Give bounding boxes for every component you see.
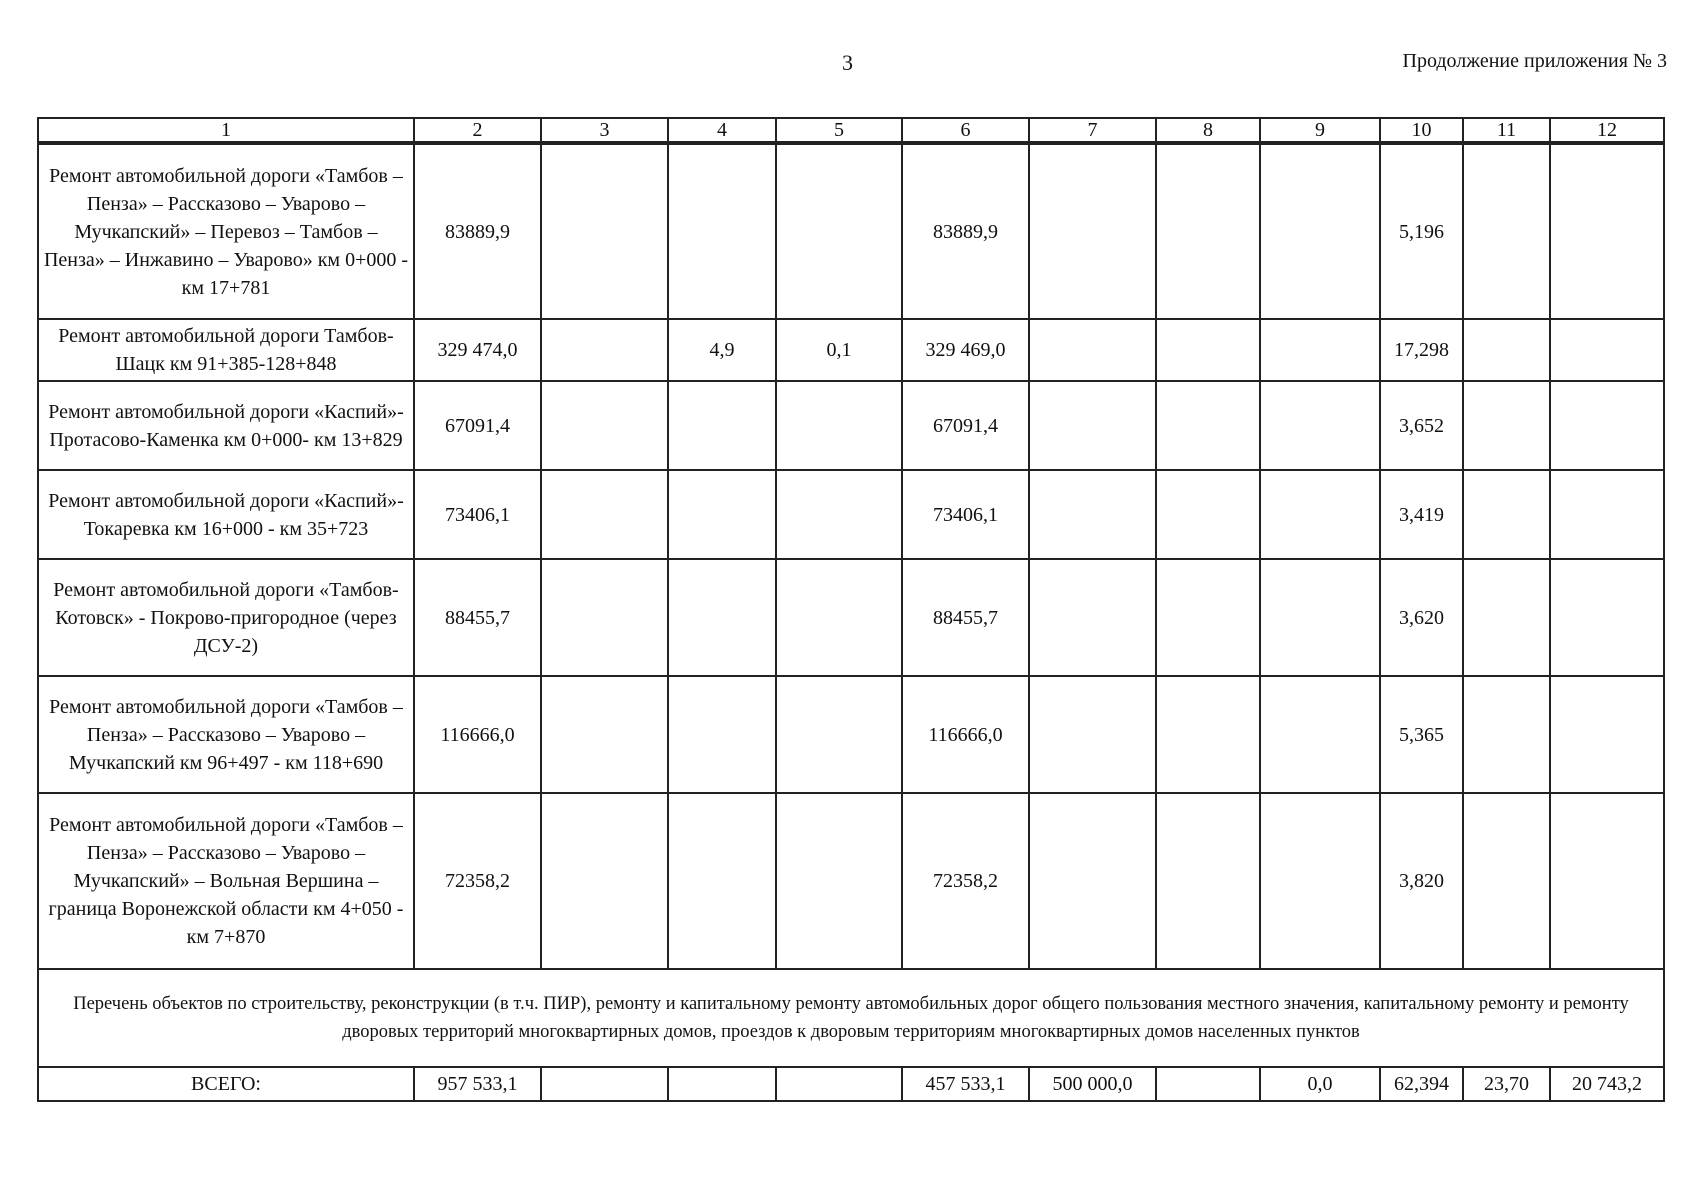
cell (1550, 676, 1664, 793)
cell (541, 470, 668, 559)
cell (1156, 470, 1260, 559)
cell (1550, 319, 1664, 381)
cell: 3,620 (1380, 559, 1463, 676)
cell (1029, 381, 1156, 470)
object-name: Ремонт автомобильной дороги «Тамбов – Пенза» – Рассказово – Уварово – Мучкапский» – Вольная Вершина – граница Воронежской области км 4+050 - км 7+870 (38, 793, 414, 969)
object-name: Ремонт автомобильной дороги «Тамбов – Пенза» – Рассказово – Уварово – Мучкапский» – Перевоз – Тамбов – Пенза» – Инжавино – Уварово» км 0+000 - км 17+781 (38, 143, 414, 319)
column-header: 10 (1380, 118, 1463, 143)
cell: 88455,7 (414, 559, 541, 676)
total-cell (541, 1067, 668, 1101)
cell (1029, 319, 1156, 381)
table-row (38, 381, 1664, 470)
cell: 5,196 (1380, 143, 1463, 319)
cell: 73406,1 (414, 470, 541, 559)
total-cell (1156, 1067, 1260, 1101)
object-name: Ремонт автомобильной дороги «Тамбов – Пенза» – Рассказово – Уварово – Мучкапский км 96+497 - км 118+690 (38, 676, 414, 793)
column-header: 11 (1463, 118, 1550, 143)
continuation-label: Продолжение приложения № 3 (1402, 50, 1667, 72)
cell (541, 676, 668, 793)
total-cell: 500 000,0 (1029, 1067, 1156, 1101)
total-row (38, 1067, 1664, 1101)
cell (668, 793, 776, 969)
cell (541, 143, 668, 319)
total-cell: 457 533,1 (902, 1067, 1029, 1101)
cell (1463, 319, 1550, 381)
cell: 3,820 (1380, 793, 1463, 969)
table-row (38, 470, 1664, 559)
cell (776, 143, 902, 319)
column-header: 9 (1260, 118, 1380, 143)
cell (1029, 676, 1156, 793)
cell (668, 559, 776, 676)
cell: 116666,0 (902, 676, 1029, 793)
total-cell (668, 1067, 776, 1101)
page-number: 3 (842, 50, 853, 75)
cell: 73406,1 (902, 470, 1029, 559)
cell: 116666,0 (414, 676, 541, 793)
column-header: 8 (1156, 118, 1260, 143)
cell: 72358,2 (902, 793, 1029, 969)
cell: 4,9 (668, 319, 776, 381)
cell (1156, 793, 1260, 969)
section-row (38, 969, 1664, 1067)
cell (1550, 381, 1664, 470)
cell (776, 381, 902, 470)
object-name: Ремонт автомобильной дороги Тамбов-Шацк км 91+385-128+848 (38, 319, 414, 381)
column-header: 3 (541, 118, 668, 143)
cell (668, 143, 776, 319)
cell (1550, 793, 1664, 969)
cell (1156, 676, 1260, 793)
cell (1463, 676, 1550, 793)
cell: 83889,9 (414, 143, 541, 319)
cell (1260, 559, 1380, 676)
table-row (38, 143, 1664, 319)
cell: 3,419 (1380, 470, 1463, 559)
cell (1260, 381, 1380, 470)
cell (776, 470, 902, 559)
object-name: Ремонт автомобильной дороги «Каспий»-Токаревка км 16+000 - км 35+723 (38, 470, 414, 559)
total-cell: 0,0 (1260, 1067, 1380, 1101)
column-header: 4 (668, 118, 776, 143)
total-cell: 20 743,2 (1550, 1067, 1664, 1101)
cell: 0,1 (776, 319, 902, 381)
column-header: 6 (902, 118, 1029, 143)
cell (541, 793, 668, 969)
cell: 17,298 (1380, 319, 1463, 381)
cell: 5,365 (1380, 676, 1463, 793)
cell (1463, 381, 1550, 470)
cell: 72358,2 (414, 793, 541, 969)
object-name: Ремонт автомобильной дороги «Каспий»-Протасово-Каменка км 0+000- км 13+829 (38, 381, 414, 470)
cell (668, 676, 776, 793)
object-name: Ремонт автомобильной дороги «Тамбов-Котовск» - Покрово-пригородное (через ДСУ-2) (38, 559, 414, 676)
cell (1156, 143, 1260, 319)
cell: 88455,7 (902, 559, 1029, 676)
cell (1260, 793, 1380, 969)
cell: 329 474,0 (414, 319, 541, 381)
total-cell: 957 533,1 (414, 1067, 541, 1101)
cell (1029, 793, 1156, 969)
total-cell: 23,70 (1463, 1067, 1550, 1101)
section-heading: Перечень объектов по строительству, реконструкции (в т.ч. ПИР), ремонту и капитальному ремонту автомобильных дорог общего пользования местного значения, капитальному ремонту и ремонту дворовых территорий многоквартирных домов, проездов к дворовым территориям многоквартирных домов населенных пунктов (38, 969, 1664, 1067)
cell: 329 469,0 (902, 319, 1029, 381)
cell (541, 319, 668, 381)
cell (776, 793, 902, 969)
cell (1463, 793, 1550, 969)
cell (1550, 470, 1664, 559)
cell (541, 559, 668, 676)
cell (668, 381, 776, 470)
cell (776, 559, 902, 676)
cell (1260, 319, 1380, 381)
cell (1029, 143, 1156, 319)
column-number-row (38, 118, 1664, 143)
cell (1029, 559, 1156, 676)
table-row (38, 793, 1664, 969)
cell (1260, 676, 1380, 793)
cell (1550, 559, 1664, 676)
column-header: 5 (776, 118, 902, 143)
cell (1156, 381, 1260, 470)
table-row (38, 559, 1664, 676)
cell (668, 470, 776, 559)
cell: 67091,4 (414, 381, 541, 470)
cell (776, 676, 902, 793)
column-header: 7 (1029, 118, 1156, 143)
cell (1156, 559, 1260, 676)
appendix-table (37, 117, 1665, 1102)
total-cell (776, 1067, 902, 1101)
cell (1029, 470, 1156, 559)
table-row (38, 319, 1664, 381)
column-header: 12 (1550, 118, 1664, 143)
cell (1260, 143, 1380, 319)
total-label: ВСЕГО: (38, 1067, 414, 1101)
total-cell: 62,394 (1380, 1067, 1463, 1101)
column-header: 1 (38, 118, 414, 143)
cell (1463, 143, 1550, 319)
cell (1550, 143, 1664, 319)
cell (1463, 470, 1550, 559)
cell (1463, 559, 1550, 676)
cell (1260, 470, 1380, 559)
column-header: 2 (414, 118, 541, 143)
cell (1156, 319, 1260, 381)
cell: 83889,9 (902, 143, 1029, 319)
cell: 3,652 (1380, 381, 1463, 470)
table-row (38, 676, 1664, 793)
cell: 67091,4 (902, 381, 1029, 470)
cell (541, 381, 668, 470)
